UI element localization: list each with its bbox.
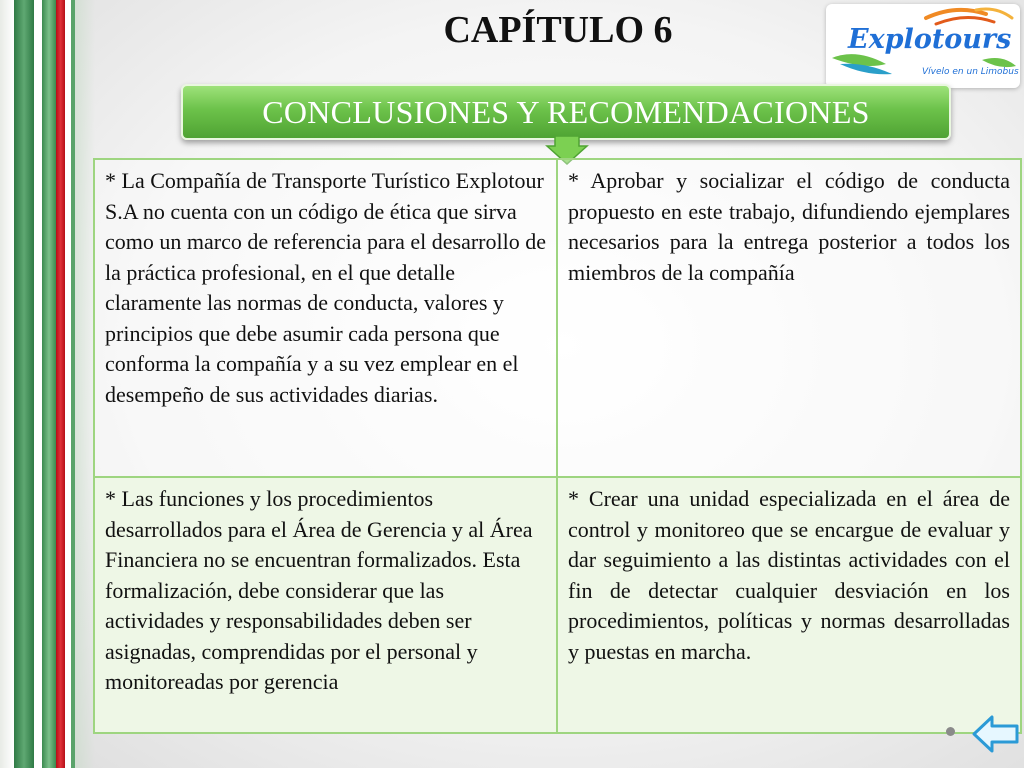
logo-tagline-text: Vívelo en un Limobus (922, 67, 1019, 77)
left-arrow-icon (974, 717, 1017, 751)
decor-stripe-red (56, 0, 65, 768)
slide-title: CAPÍTULO 6 (443, 9, 673, 51)
slide-dot (946, 727, 955, 736)
conclusions-table (93, 158, 1022, 734)
conclusion-cell: * Las funciones y los procedimientos desarrollados para el Área de Gerencia y al Área Financiera no se encuentran formalizados. Esta formalización, debe considerar que las actividades y responsabilidades deben ser asignadas, comprendidas por el personal y monitoreadas por gerencia (94, 477, 557, 733)
recommendation-cell: * Crear una unidad especializada en el área de control y monitoreo que se encargue de evaluar y dar seguimiento a las distintas actividades con el fin de detectar cualquier desviación en los procedimientos, políticas y normas desarrolladas y puestas en marcha. (557, 477, 1021, 733)
table-row (94, 159, 1021, 477)
conclusion-cell: * La Compañía de Transporte Turístico Explotour S.A no cuenta con un código de ética que sirva como un marco de referencia para el desarrollo de la práctica profesional, en el que detalle claramente las normas de conducta, valores y principios que debe asumir cada persona que conforma la compañía y a su vez emplear en el desempeño de sus actividades diarias. (94, 159, 557, 477)
decor-stripe-fade (75, 0, 95, 768)
decor-stripe-green (42, 0, 56, 768)
decor-stripe-green (14, 0, 34, 768)
explotours-logo (826, 4, 1020, 88)
table-row (94, 477, 1021, 733)
recommendation-cell: * Aprobar y socializar el código de conducta propuesto en este trabajo, difundiendo ejemplares necesarios para la entrega posterior a todos los miembros de la compañía (557, 159, 1021, 477)
logo-brand-text: Explotours (848, 24, 1012, 55)
decor-stripe-white (34, 0, 42, 768)
decor-stripe-white (0, 0, 14, 768)
back-arrow-button[interactable] (972, 714, 1020, 754)
section-banner: CONCLUSIONES Y RECOMENDACIONES (181, 84, 951, 140)
